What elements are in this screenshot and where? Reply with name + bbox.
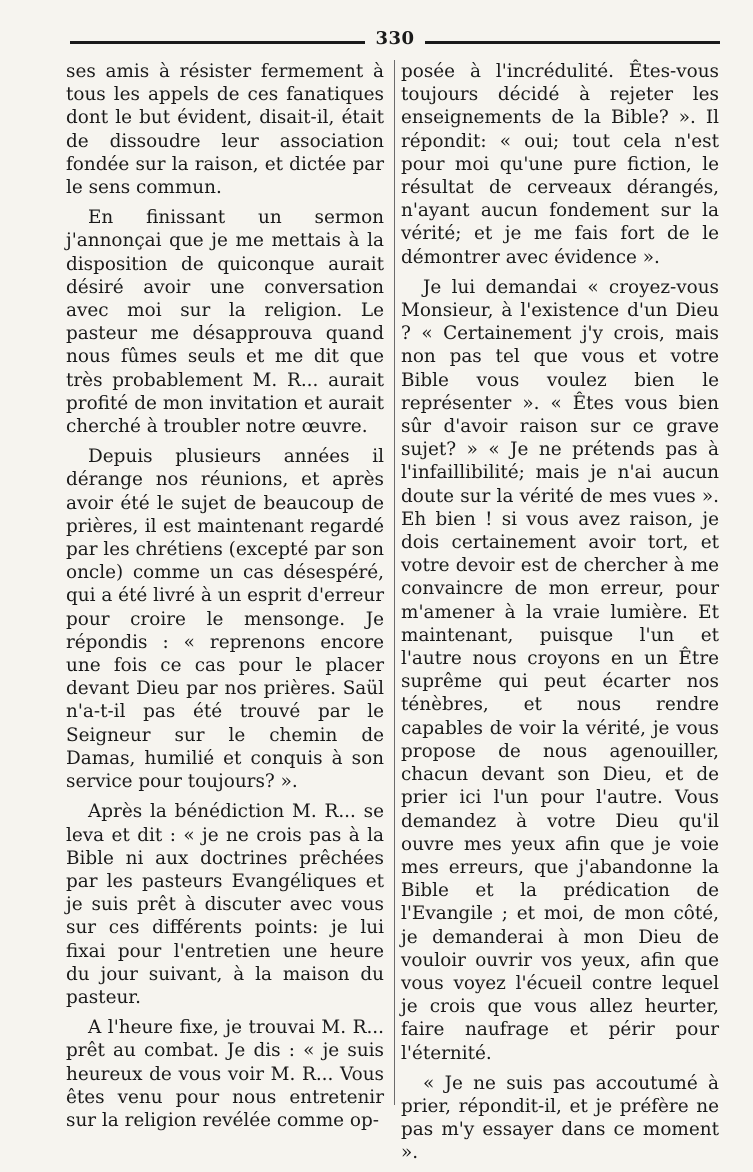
paragraph: posée à l'incrédulité. Êtes-vous toujours décidé à rejeter les enseignements de la Bible? ». Il répondit: « oui; tout cela n'est pour moi qu'une pure fiction, le résultat de cerveaux dérangés, n'ayant aucun fondement sur la vérité; et je me fais fort de le démontrer avec évidence ». — [401, 61, 719, 268]
paragraph: A l'heure fixe, je trouvai M. R... prêt au combat. Je dis : « je suis heureux de vous voir M. R... Vous êtes venu pour nous entretenir sur la religion revélée comme op- — [66, 1017, 384, 1131]
page-header — [70, 28, 720, 52]
left-column — [66, 60, 384, 1139]
paragraph: Depuis plusieurs années il dérange nos réunions, et après avoir été le sujet de beaucoup de prières, il est maintenant regardé par les chrétiens (excepté par son oncle) comme un cas désespéré, qui a été livré à un esprit d'erreur pour croire le mensonge. Je répondis : « reprenons encore une fois ce cas pour le placer devant Dieu par nos prières. Saül n'a-t-il pas été trouvé par le Seigneur sur le chemin de Damas, humilié et conquis à son service pour toujours? ». — [66, 446, 384, 793]
paragraph: En finissant un sermon j'annonçai que je me mettais à la disposition de quiconque aurait désiré avoir une conversation avec moi sur la religion. Le pasteur me désapprouva quand nous fûmes seuls et me dit que très probablement M. R... aurait profité de mon invitation et aurait cherché à troubler notre œuvre. — [66, 207, 384, 438]
page-number: 330 — [375, 28, 415, 49]
paragraph: ses amis à résister fermement à tous les appels de ces fanatiques dont le but évident, disait-il, était de dissoudre leur association fondée sur la raison, et dictée par le sens commun. — [66, 61, 384, 199]
column-divider — [394, 60, 395, 1105]
paragraph: Après la bénédiction M. R... se leva et dit : « je ne crois pas à la Bible ni aux doctrines prêchées par les pasteurs Evangéliques et je suis prêt à discuter avec vous sur ces différents points: je lui fixai pour l'entretien une heure du jour suivant, à la maison du pasteur. — [66, 801, 384, 1008]
right-column — [401, 60, 719, 1172]
paragraph: « Je ne suis pas accoutumé à prier, répondit-il, et je préfère ne pas m'y essayer dans ce moment ». — [401, 1072, 719, 1164]
header-rule-right — [425, 41, 720, 44]
paragraph: Je lui demandai « croyez-vous Monsieur, à l'existence d'un Dieu ? « Certainement j'y crois, mais non pas tel que vous et votre Bible vous voulez bien le représenter ». « Êtes vous bien sûr d'avoir raison sur ce grave sujet? » « Je ne prétends pas à l'infaillibilité; mais je n'ai aucun doute sur la vérité de mes vues ». Eh bien ! si vous avez raison, je dois certainement avoir tort, et votre devoir est de chercher à me convaincre de mon erreur, pour m'amener à la vraie lumière. Et maintenant, puisque l'un et l'autre nous croyons en un Être suprême qui peut écarter nos ténèbres, et nous rendre capables de voir la vérité, je vous propose de nous agenouiller, chacun devant son Dieu, et de prier ici l'un pour l'autre. Vous demandez à votre Dieu qu'il ouvre mes yeux afin que je voie mes erreurs, que j'abandonne la Bible et la prédication de l'Evangile ; et moi, de mon côté, je demanderai à mon Dieu de vouloir ouvrir vos yeux, afin que vous voyez l'écueil contre lequel je crois que vous allez heurter, faire naufrage et périr pour l'éternité. — [401, 276, 719, 1064]
